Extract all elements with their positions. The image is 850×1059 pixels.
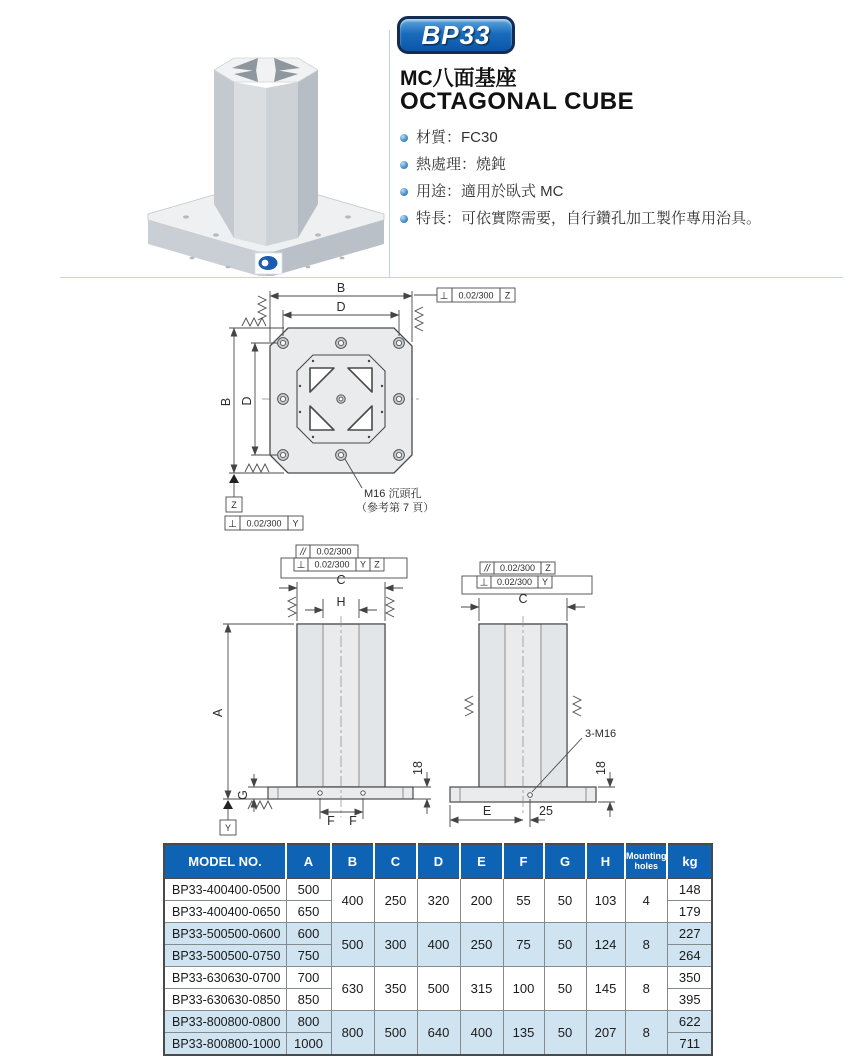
dim-d-top-label: D — [336, 300, 346, 314]
surface-finish-mark — [465, 696, 473, 716]
surface-finish-mark — [386, 597, 394, 617]
datum-arrow — [223, 800, 233, 809]
dim-h-label: H — [336, 595, 346, 609]
side-view-drawing — [450, 562, 615, 827]
col-b: B — [331, 844, 374, 879]
col-e: E — [460, 844, 503, 879]
col-mounting-holes: Mounting holes — [625, 844, 667, 879]
dim-g-label: G — [236, 790, 250, 800]
dim-c-label: C — [518, 592, 528, 606]
dim-e-label: E — [482, 804, 492, 818]
page-title-en: OCTAGONAL CUBE — [400, 88, 635, 115]
col-a: A — [286, 844, 331, 879]
col-d: D — [417, 844, 460, 879]
table-row: BP33-400400-0650 650 179 — [164, 901, 712, 923]
datum-arrow — [229, 474, 239, 483]
col-g: G — [544, 844, 586, 879]
column-front-left-face — [234, 82, 266, 246]
column-front-right-face — [266, 82, 298, 246]
dim-25-label: 25 — [539, 804, 553, 818]
spec-list — [400, 124, 761, 232]
col-model: MODEL NO. — [164, 844, 286, 879]
svg-text:Z: Z — [374, 559, 380, 570]
dim-18-label: 18 — [594, 761, 608, 775]
svg-text:Y: Y — [541, 577, 549, 587]
dim-c-label: C — [336, 573, 346, 587]
table-row: BP33-400400-0500 500 400 250 320 200 55 50 103 4 148 — [164, 879, 712, 901]
spec-table — [163, 843, 713, 1056]
col-c: C — [374, 844, 417, 879]
col-f: F — [503, 844, 544, 879]
surface-finish-mark — [248, 801, 272, 809]
dim-b-left-label: B — [219, 397, 233, 407]
bullet-icon — [400, 188, 408, 196]
svg-text:0.02/300: 0.02/300 — [496, 577, 533, 587]
dim-f-label: F — [349, 814, 357, 828]
vertical-divider — [389, 30, 390, 277]
parallelism-icon: // — [484, 563, 490, 575]
bullet-icon — [400, 134, 408, 142]
datum-y-ref: Y — [292, 518, 299, 529]
svg-text:0.02/300: 0.02/300 — [499, 563, 536, 573]
svg-text:0.02/300: 0.02/300 — [314, 559, 350, 570]
surface-finish-mark — [288, 597, 296, 617]
perpendicularity-icon: ⊥ — [479, 577, 489, 589]
spec-item: 熱處理：燒鈍 — [400, 151, 761, 178]
dim-18-label: 18 — [411, 761, 425, 775]
bullet-icon — [400, 215, 408, 223]
table-row: BP33-800800-0800 800 800 500 640 400 135 50 207 8 622 — [164, 1011, 712, 1033]
front-view-drawing — [220, 545, 431, 835]
svg-text:Y: Y — [359, 559, 367, 570]
table-header-row — [164, 844, 712, 879]
model-badge-label: BP33 — [421, 19, 491, 50]
table-row: BP33-500500-0600 600 500 300 400 250 75 50 124 8 227 — [164, 923, 712, 945]
table-row: BP33-630630-0850 850 395 — [164, 989, 712, 1011]
tolerance-value: 0.02/300 — [246, 518, 282, 529]
col-h: H — [586, 844, 625, 879]
spec-item: 特長：可依實際需要，自行鑽孔加工製作專用治具。 — [400, 205, 761, 232]
perpendicularity-icon: ⊥ — [439, 291, 449, 302]
dim-f-label: F — [327, 814, 335, 828]
page-title-zh: MC八面基座 — [400, 67, 517, 90]
spec-item: 用途：適用於臥式 MC — [400, 178, 761, 205]
tolerance-value: 0.02/300 — [458, 290, 494, 301]
dim-b-top-label: B — [336, 281, 346, 295]
surface-finish-mark — [573, 696, 581, 716]
perpendicularity-icon: ⊥ — [228, 519, 237, 530]
perpendicularity-icon: ⊥ — [296, 560, 306, 571]
col-kg: kg — [667, 844, 712, 879]
parallelism-icon: // — [300, 547, 306, 558]
datum-z-ref: Z — [504, 290, 511, 301]
dim-d-left-label: D — [240, 396, 254, 406]
svg-text:Z: Z — [545, 563, 551, 573]
svg-text:0.02/300: 0.02/300 — [316, 546, 352, 557]
spec-item: 材質：FC30 — [400, 124, 761, 151]
table-row: BP33-800800-1000 1000 711 — [164, 1033, 712, 1056]
datum-z-box: Z — [231, 500, 237, 510]
m16-note-line2: （參考第 7 頁） — [356, 502, 435, 514]
m16-note-line1: M16 沉頭孔 — [364, 488, 422, 500]
technical-drawing — [0, 278, 850, 843]
bullet-icon — [400, 161, 408, 169]
column-top-face — [214, 58, 318, 82]
table-row: BP33-500500-0750 750 264 — [164, 945, 712, 967]
product-photo — [128, 8, 408, 276]
model-badge — [397, 16, 515, 54]
dim-a-label: A — [211, 708, 225, 718]
3-m16-note: 3-M16 — [585, 728, 617, 740]
brand-logo — [255, 253, 282, 274]
datum-y-box: Y — [224, 823, 232, 833]
table-row: BP33-630630-0700 700 630 350 500 315 100 50 145 8 350 — [164, 967, 712, 989]
